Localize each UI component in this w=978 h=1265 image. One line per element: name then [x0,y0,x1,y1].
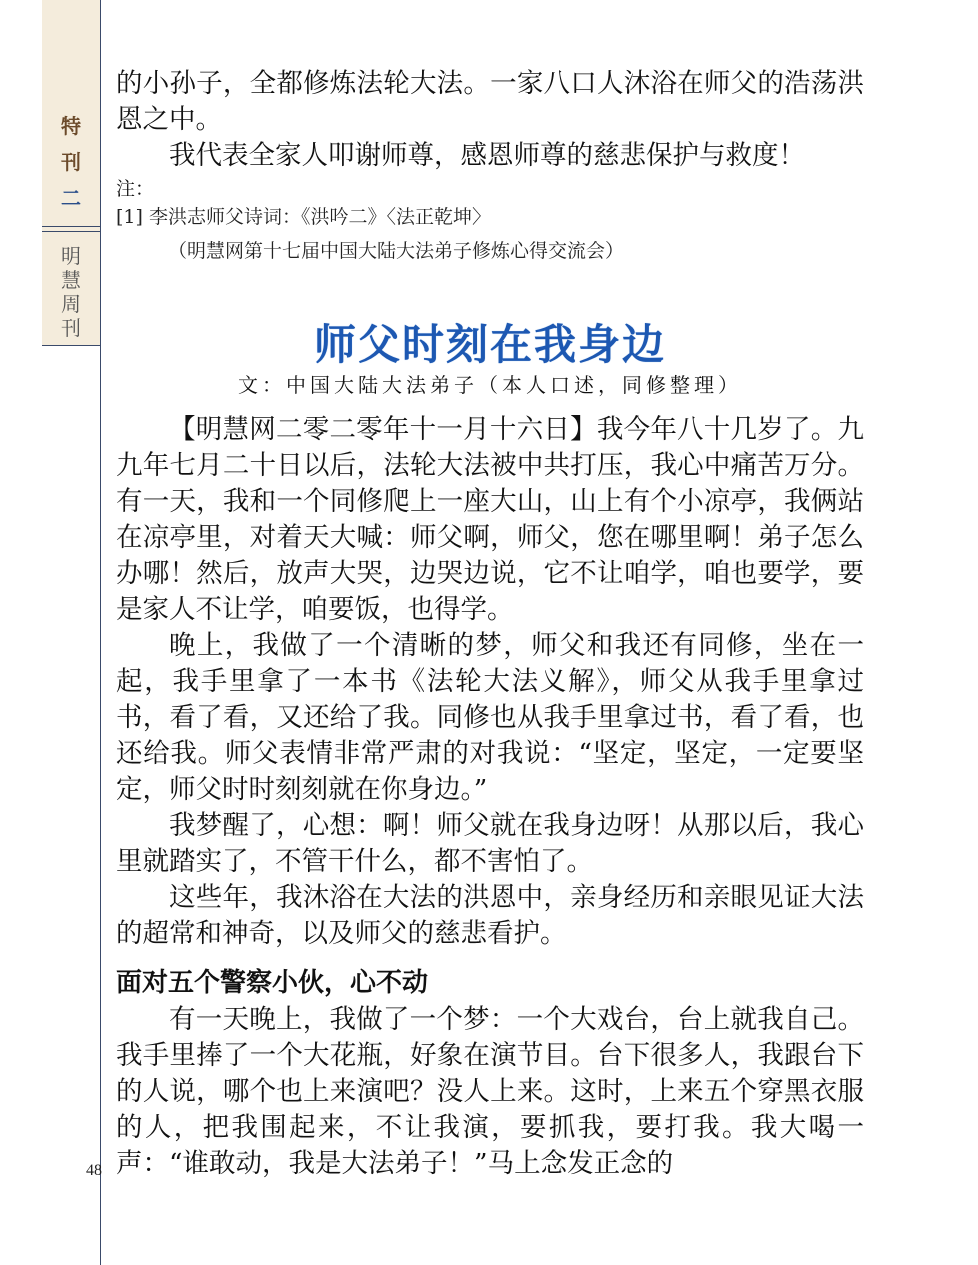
section-heading: 面对五个警察小伙，心不动 [116,968,429,998]
article-paragraph: 我梦醒了，心想：啊！师父就在我身边呀！从那以后，我心里就踏实了，不管干什么，都不害怕了。 [116,810,864,877]
text-column [116,66,864,1182]
section-label-char: 二 [61,186,81,210]
article-paragraph: 【明慧网二零二零年十一月十六日】我今年八十几岁了。九九年七月二十日以后，法轮大法被中共打压，我心中痛苦万分。有一天，我和一个同修爬上一座大山，山上有个小凉亭，我俩站在凉亭里，对着天大喊：师父啊，师父，您在哪里啊！弟子怎么办哪！然后，放声大哭，边哭边说，它不让咱学，咱也要学，要是家人不让学，咱要饭，也得学。 [116,414,864,625]
sidebar-divider [42,345,100,346]
article-title: 师父时刻在我身边 [313,320,666,369]
note-label: 注： [116,178,155,200]
footnote: [1] 李洪志师父诗词：《洪吟二》〈法正乾坤〉 [116,206,491,228]
magazine-label-char: 周 [61,292,81,316]
prev-article-paragraph: 的小孙子，全都修炼法轮大法。一家八口人沐浴在师父的浩荡洪恩之中。 [116,68,864,135]
article-paragraph: 晚上，我做了一个清晰的梦，师父和我还有同修，坐在一起，我手里拿了一本书《法轮大法义解》，师父从我手里拿过书，看了看，又还给了我。同修也从我手里拿过书，看了看，也还给我。师父表情非常严肃的对我说：“坚定，坚定，一定要坚定，师父时时刻刻就在你身边。” [116,630,864,805]
magazine-label-char: 慧 [61,268,81,292]
magazine-label [42,244,100,340]
section-label [42,108,100,216]
source-line: （明慧网第十七届中国大陆大法弟子修炼心得交流会） [168,240,625,262]
article-byline: 文：中国大陆大法弟子（本人口述，同修整理） [238,373,742,397]
section-label-char: 特 [61,114,81,138]
magazine-label-char: 刊 [61,316,81,340]
magazine-label-char: 明 [61,244,81,268]
prev-article-paragraph: 我代表全家人叩谢师尊，感恩师尊的慈悲保护与救度！ [169,140,805,171]
article-paragraph: 这些年，我沐浴在大法的洪恩中，亲身经历和亲眼见证大法的超常和神奇，以及师父的慈悲看护。 [116,882,864,949]
section-paragraph: 有一天晚上，我做了一个梦：一个大戏台，台上就我自己。我手里捧了一个大花瓶，好象在演节目。台下很多人，我跟台下的人说，哪个也上来演吧？没人上来。这时，上来五个穿黑衣服的人，把我围起来，不让我演，要抓我，要打我。我大喝一声：“谁敢动，我是大法弟子！”马上念发正念的 [116,1004,864,1179]
page-number: 48 [86,1162,102,1179]
sidebar-divider [42,226,100,227]
sidebar-divider [42,231,100,232]
section-label-char: 刊 [61,150,81,174]
margin-rule [100,0,101,1265]
